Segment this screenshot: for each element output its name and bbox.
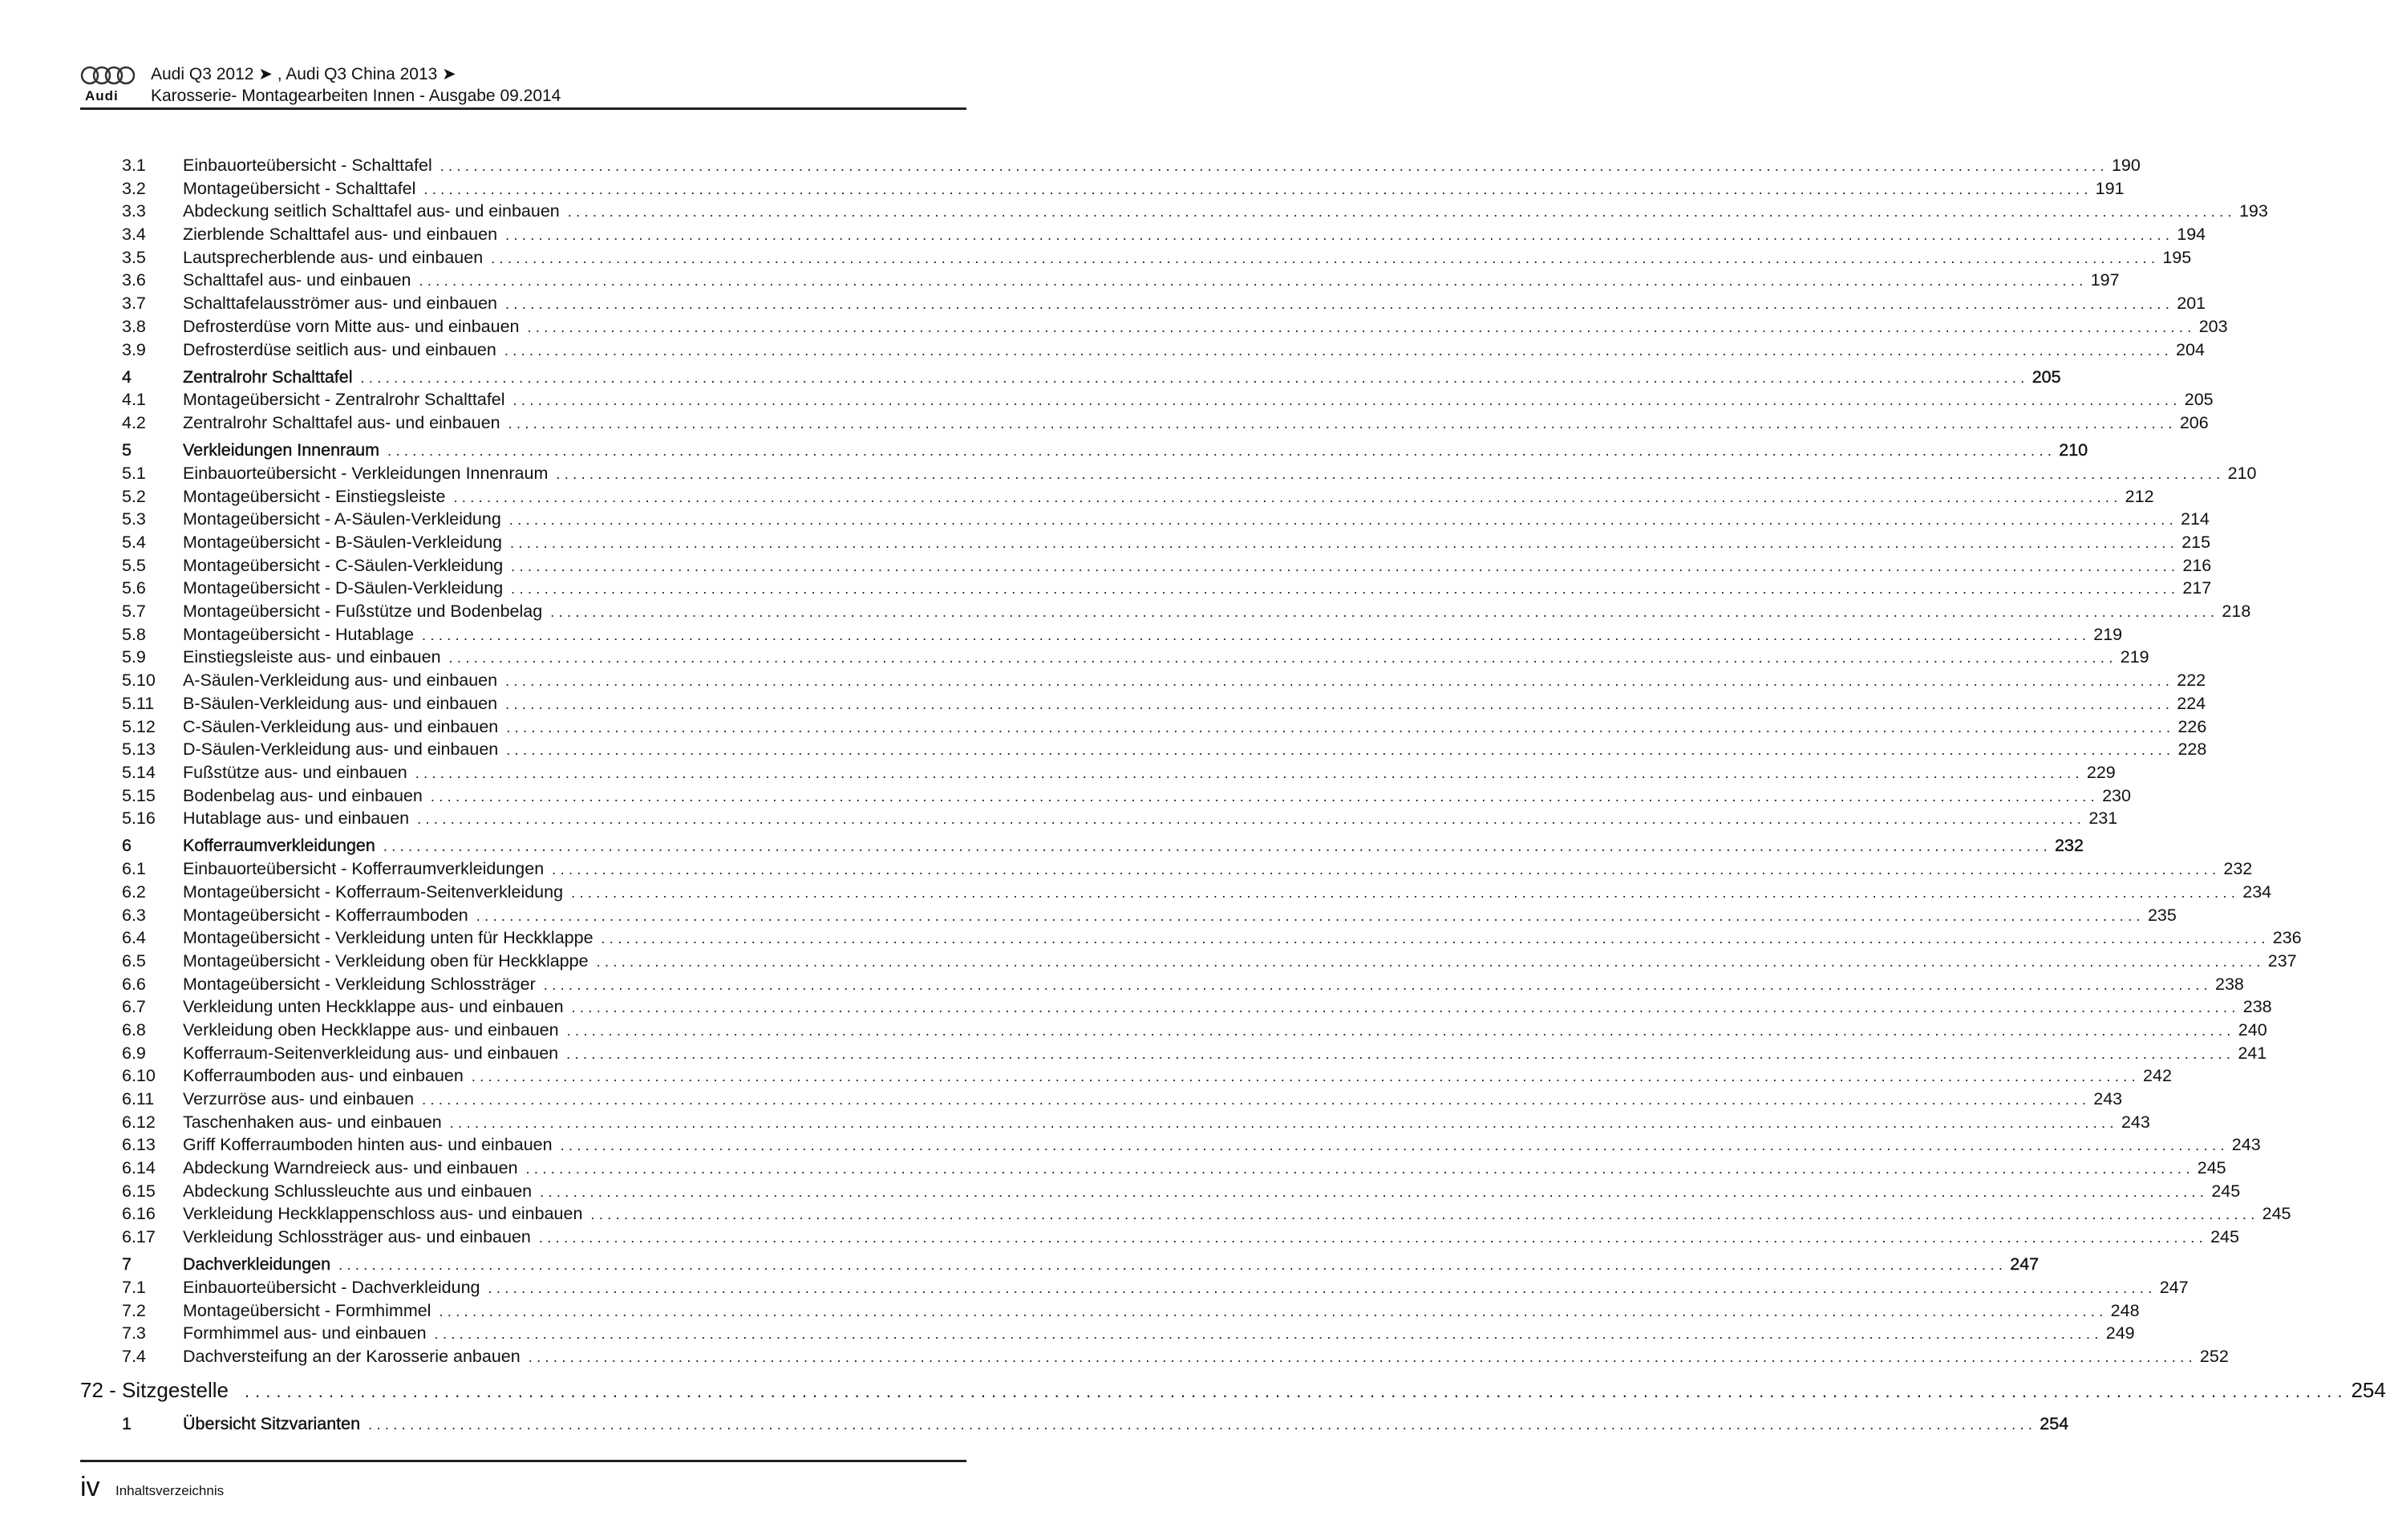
entry-title: Verkleidung unten Heckklappe aus- und einbauen bbox=[183, 997, 564, 1017]
dot-leader: ........................................................................................................................................................................................................ bbox=[512, 392, 2181, 409]
dot-leader: ........................................................................................................................................................................................................ bbox=[360, 369, 2029, 386]
dot-leader: ........................................................................................................................................................................................................ bbox=[556, 465, 2225, 482]
entry-page: 195 bbox=[2162, 247, 2192, 267]
entry-title: Zierblende Schalttafel aus- und einbauen bbox=[183, 225, 498, 245]
entry-number: 6.13 bbox=[122, 1135, 156, 1155]
dot-leader: ........................................................................................................................................................................................................ bbox=[368, 1416, 2037, 1433]
toc-entry[interactable] bbox=[80, 486, 2154, 510]
toc-entry[interactable] bbox=[80, 859, 2253, 882]
entry-page: 243 bbox=[2121, 1112, 2150, 1132]
entry-title: Verkleidung Heckklappenschloss aus- und einbauen bbox=[183, 1204, 583, 1224]
entry-page: 243 bbox=[2231, 1135, 2261, 1155]
entry-number: 5 bbox=[122, 440, 132, 460]
entry-page: 197 bbox=[2090, 270, 2120, 290]
toc-entry[interactable] bbox=[80, 225, 2206, 248]
toc-entry[interactable] bbox=[80, 671, 2206, 694]
toc-entry[interactable] bbox=[80, 533, 2211, 556]
dot-leader: ........................................................................................................................................................................................................ bbox=[550, 604, 2219, 621]
entry-title: Abdeckung seitlich Schalttafel aus- und einbauen bbox=[183, 201, 560, 221]
toc-entry[interactable] bbox=[80, 555, 2212, 579]
entry-number: 7.4 bbox=[122, 1347, 146, 1367]
dot-leader: ........................................................................................................................................................................................................ bbox=[525, 1161, 2194, 1177]
entry-number: 5.14 bbox=[122, 762, 156, 782]
entry-page: 193 bbox=[2238, 201, 2268, 221]
entry-number: 5.10 bbox=[122, 671, 156, 691]
entry-number: 7.3 bbox=[122, 1323, 146, 1343]
entry-page: 254 bbox=[2351, 1377, 2386, 1402]
entry-title: Verkleidungen Innenraum bbox=[183, 440, 380, 460]
entry-number: 5.5 bbox=[122, 555, 146, 575]
entry-title: Montageübersicht - Kofferraum-Seitenverkleidung bbox=[183, 881, 564, 902]
entry-page: 219 bbox=[2120, 647, 2149, 667]
entry-number: 5.1 bbox=[122, 463, 146, 483]
toc-entry[interactable] bbox=[80, 1323, 2135, 1347]
toc-entry[interactable] bbox=[80, 716, 2207, 740]
entry-title: Defrosterdüse vorn Mitte aus- und einbauen bbox=[183, 316, 520, 336]
toc-entry[interactable] bbox=[80, 1181, 2241, 1205]
entry-title: Montageübersicht - Verkleidung Schlossträger bbox=[183, 974, 536, 994]
toc-entry[interactable] bbox=[80, 693, 2206, 717]
entry-title: Montageübersicht - Hutablage bbox=[183, 624, 415, 644]
entry-title: Taschenhaken aus- und einbauen bbox=[183, 1112, 442, 1132]
entry-title: Montageübersicht - D-Säulen-Verkleidung bbox=[183, 578, 504, 598]
entry-page: 248 bbox=[2110, 1300, 2140, 1320]
dot-leader: ........................................................................................................................................................................................................ bbox=[596, 953, 2265, 970]
toc-entry[interactable] bbox=[80, 950, 2297, 975]
entry-number: 3.4 bbox=[122, 225, 146, 245]
toc-entry[interactable] bbox=[80, 1135, 2261, 1158]
dot-leader: ........................................................................................................................................................................................................ bbox=[434, 1326, 2103, 1343]
dot-leader: ........................................................................................................................................................................................................ bbox=[244, 1380, 2348, 1401]
entry-page: 232 bbox=[2223, 859, 2253, 879]
toc-entry[interactable] bbox=[80, 785, 2131, 809]
entry-number: 6.5 bbox=[122, 950, 146, 971]
dot-leader: ........................................................................................................................................................................................................ bbox=[505, 673, 2174, 690]
entry-title: Montageübersicht - Einstiegsleiste bbox=[183, 486, 446, 506]
entry-title: Lautsprecherblende aus- und einbauen bbox=[183, 247, 484, 267]
entry-number: 5.9 bbox=[122, 647, 146, 667]
toc-entry[interactable] bbox=[80, 997, 2272, 1020]
entry-number: 3.5 bbox=[122, 247, 146, 267]
dot-leader: ........................................................................................................................................................................................................ bbox=[571, 999, 2240, 1016]
toc-entry[interactable] bbox=[80, 1158, 2226, 1181]
dot-leader: ........................................................................................................................................................................................................ bbox=[552, 861, 2221, 878]
toc-entry[interactable] bbox=[80, 413, 2209, 436]
dot-leader: ........................................................................................................................................................................................................ bbox=[508, 512, 2177, 529]
entry-page: 238 bbox=[2242, 997, 2272, 1017]
toc-entry[interactable] bbox=[80, 247, 2192, 271]
toc-entry[interactable] bbox=[80, 1089, 2123, 1112]
entry-page: 241 bbox=[2238, 1043, 2267, 1063]
entry-number: 3.1 bbox=[122, 156, 146, 175]
toc-entry[interactable] bbox=[80, 339, 2205, 363]
entry-number: 7.2 bbox=[122, 1300, 146, 1320]
entry-number: 5.7 bbox=[122, 602, 146, 622]
entry-title: D-Säulen-Verkleidung aus- und einbauen bbox=[183, 740, 499, 760]
entry-number: 6.1 bbox=[122, 859, 146, 879]
table-of-contents bbox=[80, 156, 2386, 1437]
header-manual-title: Karosserie- Montagearbeiten Innen - Ausgabe 09.2014 bbox=[151, 87, 561, 105]
entry-page: 218 bbox=[2222, 602, 2251, 622]
toc-entry[interactable] bbox=[80, 928, 2302, 951]
entry-number: 3.8 bbox=[122, 316, 146, 336]
entry-page: 191 bbox=[2095, 178, 2125, 198]
dot-leader: ........................................................................................................................................................................................................ bbox=[417, 811, 2086, 828]
entry-title: Abdeckung Schlussleuchte aus und einbauen bbox=[183, 1181, 533, 1201]
section-name: Inhaltsverzeichnis bbox=[115, 1483, 225, 1498]
dot-leader: ........................................................................................................................................................................................................ bbox=[527, 318, 2196, 335]
entry-page: 245 bbox=[2211, 1181, 2241, 1201]
entry-page: 226 bbox=[2177, 716, 2207, 736]
entry-title: Hutablage aus- und einbauen bbox=[183, 808, 410, 829]
entry-number: 5.2 bbox=[122, 486, 146, 506]
entry-title: Defrosterdüse seitlich aus- und einbauen bbox=[183, 339, 496, 359]
entry-title: Montageübersicht - Zentralrohr Schalttafel bbox=[183, 390, 505, 410]
entry-page: 230 bbox=[2102, 785, 2131, 805]
entry-page: 234 bbox=[2242, 881, 2272, 902]
toc-entry[interactable] bbox=[80, 881, 2272, 906]
dot-leader: ........................................................................................................................................................................................................ bbox=[383, 838, 2052, 855]
entry-title: Einbauorteübersicht - Verkleidungen Innenraum bbox=[183, 463, 549, 483]
entry-page: 194 bbox=[2177, 225, 2206, 245]
entry-page: 228 bbox=[2177, 740, 2207, 760]
entry-page: 216 bbox=[2182, 555, 2212, 575]
dot-leader: ........................................................................................................................................................................................................ bbox=[491, 249, 2160, 266]
dot-leader: ........................................................................................................................................................................................................ bbox=[601, 930, 2270, 947]
dot-leader: ........................................................................................................................................................................................................ bbox=[560, 1137, 2229, 1154]
entry-number: 1 bbox=[122, 1414, 132, 1434]
entry-title: Formhimmel aus- und einbauen bbox=[183, 1323, 427, 1343]
entry-page: 217 bbox=[2182, 578, 2212, 598]
toc-entry[interactable] bbox=[80, 762, 2116, 786]
entry-title: Montageübersicht - Kofferraumboden bbox=[183, 905, 468, 925]
entry-page: 245 bbox=[2197, 1158, 2226, 1178]
toc-entry[interactable] bbox=[80, 316, 2228, 340]
dot-leader: ........................................................................................................................................................................................................ bbox=[338, 1257, 2007, 1274]
dot-leader: ........................................................................................................................................................................................................ bbox=[505, 296, 2174, 313]
entry-number: 6.8 bbox=[122, 1019, 146, 1040]
entry-page: 210 bbox=[2227, 463, 2257, 483]
entry-page: 229 bbox=[2086, 762, 2116, 782]
dot-leader: ........................................................................................................................................................................................................ bbox=[423, 180, 2092, 197]
entry-page: 243 bbox=[2093, 1089, 2123, 1108]
toc-entry[interactable] bbox=[80, 974, 2244, 998]
dot-leader: ........................................................................................................................................................................................................ bbox=[505, 227, 2174, 244]
dot-leader: ........................................................................................................................................................................................................ bbox=[508, 415, 2177, 432]
entry-page: 204 bbox=[2176, 339, 2205, 359]
entry-number: 4.1 bbox=[122, 390, 146, 410]
entry-page: 242 bbox=[2143, 1066, 2172, 1086]
entry-title: Schalttafelausströmer aus- und einbauen bbox=[183, 294, 498, 314]
toc-entry[interactable] bbox=[80, 509, 2210, 533]
dot-leader: ........................................................................................................................................................................................................ bbox=[511, 557, 2180, 574]
entry-number: 4.2 bbox=[122, 413, 146, 433]
toc-entry[interactable] bbox=[80, 294, 2206, 317]
dot-leader: ........................................................................................................................................................................................................ bbox=[540, 1183, 2209, 1200]
dot-leader: ........................................................................................................................................................................................................ bbox=[476, 907, 2145, 924]
entry-title: Montageübersicht - Formhimmel bbox=[183, 1300, 431, 1320]
entry-number: 6.15 bbox=[122, 1181, 156, 1201]
toc-entry[interactable] bbox=[80, 201, 2268, 225]
dot-leader: ........................................................................................................................................................................................................ bbox=[505, 695, 2174, 712]
dot-leader: ........................................................................................................................................................................................................ bbox=[422, 1092, 2091, 1108]
entry-number: 6.9 bbox=[122, 1043, 146, 1063]
dot-leader: ........................................................................................................................................................................................................ bbox=[453, 488, 2122, 505]
entry-title: 72 - Sitzgestelle bbox=[80, 1377, 229, 1402]
toc-entry[interactable] bbox=[80, 1066, 2172, 1089]
entry-page: 190 bbox=[2111, 156, 2141, 175]
entry-title: C-Säulen-Verkleidung aus- und einbauen bbox=[183, 716, 499, 736]
entry-number: 6.17 bbox=[122, 1227, 156, 1247]
entry-number: 6.10 bbox=[122, 1066, 156, 1086]
entry-page: 240 bbox=[2238, 1019, 2267, 1040]
entry-number: 3.6 bbox=[122, 270, 146, 290]
toc-chapter-entry[interactable] bbox=[80, 836, 2084, 859]
toc-entry[interactable] bbox=[80, 1227, 2239, 1250]
entry-page: 214 bbox=[2181, 509, 2210, 529]
entry-number: 6.2 bbox=[122, 881, 146, 902]
entry-title: Verkleidung oben Heckklappe aus- und einbauen bbox=[183, 1019, 559, 1040]
toc-entry[interactable] bbox=[80, 156, 2141, 179]
entry-page: 247 bbox=[2159, 1278, 2189, 1297]
entry-number: 6.4 bbox=[122, 928, 146, 948]
toc-entry[interactable] bbox=[80, 1300, 2140, 1324]
entry-number: 7 bbox=[122, 1254, 132, 1275]
entry-title: Schalttafel aus- und einbauen bbox=[183, 270, 411, 290]
entry-page: 212 bbox=[2125, 486, 2154, 506]
entry-page: 205 bbox=[2184, 390, 2214, 410]
dot-leader: ........................................................................................................................................................................................................ bbox=[448, 650, 2117, 667]
dot-leader: ........................................................................................................................................................................................................ bbox=[511, 581, 2180, 598]
entry-title: B-Säulen-Verkleidung aus- und einbauen bbox=[183, 693, 498, 713]
entry-title: Kofferraumboden aus- und einbauen bbox=[183, 1066, 464, 1086]
entry-title: Übersicht Sitzvarianten bbox=[183, 1414, 361, 1434]
entry-page: 231 bbox=[2088, 808, 2118, 829]
dot-leader: ........................................................................................................................................................................................................ bbox=[440, 158, 2109, 174]
entry-number: 3.7 bbox=[122, 294, 146, 314]
dot-leader: ........................................................................................................................................................................................................ bbox=[504, 342, 2173, 359]
header-model-line: Audi Q3 2012 ➤ , Audi Q3 China 2013 ➤ bbox=[151, 65, 456, 83]
entry-page: 249 bbox=[2105, 1323, 2135, 1343]
entry-title: Zentralrohr Schalttafel aus- und einbauen bbox=[183, 413, 500, 433]
dot-leader: ........................................................................................................................................................................................................ bbox=[430, 788, 2100, 804]
entry-title: Montageübersicht - Verkleidung unten für Heckklappe bbox=[183, 928, 593, 948]
dot-leader: ........................................................................................................................................................................................................ bbox=[471, 1068, 2141, 1085]
entry-title: Bodenbelag aus- und einbauen bbox=[183, 785, 423, 805]
entry-number: 6.14 bbox=[122, 1158, 156, 1178]
audi-rings-logo bbox=[80, 64, 136, 87]
entry-title: Montageübersicht - B-Säulen-Verkleidung bbox=[183, 533, 502, 552]
dot-leader: ........................................................................................................................................................................................................ bbox=[528, 1349, 2197, 1366]
toc-entry[interactable] bbox=[80, 1278, 2189, 1301]
toc-entry[interactable] bbox=[80, 578, 2212, 602]
dot-leader: ........................................................................................................................................................................................................ bbox=[419, 273, 2088, 290]
dot-leader: ........................................................................................................................................................................................................ bbox=[488, 1280, 2157, 1296]
entry-number: 5.11 bbox=[122, 693, 155, 713]
entry-page: 210 bbox=[2059, 440, 2088, 460]
toc-entry[interactable] bbox=[80, 905, 2177, 929]
entry-number: 5.15 bbox=[122, 785, 156, 805]
entry-page: 232 bbox=[2055, 836, 2084, 856]
toc-entry[interactable] bbox=[80, 740, 2207, 763]
dot-leader: ........................................................................................................................................................................................................ bbox=[387, 443, 2056, 460]
dot-leader: ........................................................................................................................................................................................................ bbox=[543, 976, 2212, 993]
toc-entry[interactable] bbox=[80, 1019, 2267, 1044]
entry-title: Einbauorteübersicht - Schalttafel bbox=[183, 156, 432, 175]
toc-entry[interactable] bbox=[80, 178, 2125, 202]
entry-page: 224 bbox=[2177, 693, 2206, 713]
entry-title: Dachversteifung an der Karosserie anbauen bbox=[183, 1347, 521, 1367]
entry-number: 3.2 bbox=[122, 178, 146, 198]
entry-page: 222 bbox=[2177, 671, 2206, 691]
entry-number: 5.6 bbox=[122, 578, 146, 598]
entry-number: 5.3 bbox=[122, 509, 146, 529]
entry-title: Einstiegsleiste aus- und einbauen bbox=[183, 647, 441, 667]
entry-number: 7.1 bbox=[122, 1278, 146, 1297]
entry-page: 238 bbox=[2215, 974, 2244, 994]
dot-leader: ........................................................................................................................................................................................................ bbox=[422, 626, 2091, 643]
entry-title: Fußstütze aus- und einbauen bbox=[183, 762, 407, 782]
toc-chapter-entry[interactable] bbox=[80, 367, 2061, 391]
entry-number: 5.13 bbox=[122, 740, 156, 760]
entry-title: Dachverkleidungen bbox=[183, 1254, 331, 1275]
dot-leader: ........................................................................................................................................................................................................ bbox=[439, 1303, 2108, 1319]
entry-number: 6 bbox=[122, 836, 132, 856]
entry-number: 4 bbox=[122, 367, 132, 387]
dot-leader: ........................................................................................................................................................................................................ bbox=[506, 719, 2175, 736]
entry-page: 254 bbox=[2040, 1414, 2069, 1434]
toc-entry[interactable] bbox=[80, 390, 2214, 413]
toc-entry[interactable] bbox=[80, 463, 2257, 487]
toc-entry[interactable] bbox=[80, 808, 2118, 832]
entry-title: Abdeckung Warndreieck aus- und einbauen bbox=[183, 1158, 518, 1178]
dot-leader: ........................................................................................................................................................................................................ bbox=[571, 884, 2240, 901]
toc-chapter-entry[interactable] bbox=[80, 440, 2088, 464]
dot-leader: ........................................................................................................................................................................................................ bbox=[538, 1230, 2208, 1246]
dot-leader: ........................................................................................................................................................................................................ bbox=[506, 742, 2175, 759]
dot-leader: ........................................................................................................................................................................................................ bbox=[590, 1206, 2259, 1223]
entry-page: 219 bbox=[2093, 624, 2123, 644]
entry-number: 6.12 bbox=[122, 1112, 156, 1132]
entry-number: 3.9 bbox=[122, 339, 146, 359]
dot-leader: ........................................................................................................................................................................................................ bbox=[566, 1022, 2235, 1039]
entry-title: Kofferraumverkleidungen bbox=[183, 836, 375, 856]
entry-number: 3.3 bbox=[122, 201, 146, 221]
dot-leader: ........................................................................................................................................................................................................ bbox=[509, 535, 2179, 551]
audi-logo-text: Audi bbox=[85, 88, 119, 103]
entry-title: A-Säulen-Verkleidung aus- und einbauen bbox=[183, 671, 498, 691]
entry-page: 235 bbox=[2147, 905, 2177, 925]
dot-leader: ........................................................................................................................................................................................................ bbox=[415, 764, 2084, 781]
dot-leader: ........................................................................................................................................................................................................ bbox=[566, 1045, 2235, 1062]
entry-number: 5.8 bbox=[122, 624, 146, 644]
entry-title: Montageübersicht - Fußstütze und Bodenbelag bbox=[183, 602, 543, 622]
entry-number: 6.11 bbox=[122, 1089, 155, 1108]
page-number: iv bbox=[80, 1472, 100, 1502]
entry-number: 6.6 bbox=[122, 974, 146, 994]
entry-page: 252 bbox=[2199, 1347, 2229, 1367]
entry-page: 247 bbox=[2010, 1254, 2040, 1275]
entry-number: 5.16 bbox=[122, 808, 156, 829]
entry-number: 6.16 bbox=[122, 1204, 156, 1224]
entry-page: 205 bbox=[2032, 367, 2061, 387]
entry-page: 237 bbox=[2267, 950, 2297, 971]
entry-page: 245 bbox=[2210, 1227, 2239, 1247]
entry-title: Zentralrohr Schalttafel bbox=[183, 367, 353, 387]
entry-page: 236 bbox=[2272, 928, 2302, 948]
entry-title: Griff Kofferraumboden hinten aus- und einbauen bbox=[183, 1135, 553, 1155]
entry-page: 201 bbox=[2177, 294, 2206, 314]
toc-entry[interactable] bbox=[80, 602, 2251, 625]
page-footer bbox=[80, 1460, 966, 1502]
entry-number: 6.3 bbox=[122, 905, 146, 925]
toc-entry[interactable] bbox=[80, 624, 2123, 648]
entry-number: 5.12 bbox=[122, 716, 156, 736]
entry-title: Montageübersicht - C-Säulen-Verkleidung bbox=[183, 555, 504, 575]
entry-page: 245 bbox=[2262, 1204, 2291, 1224]
toc-entry[interactable] bbox=[80, 1347, 2229, 1370]
toc-part-entry[interactable] bbox=[80, 1377, 2386, 1410]
dot-leader: ........................................................................................................................................................................................................ bbox=[449, 1114, 2118, 1131]
dot-leader: ........................................................................................................................................................................................................ bbox=[567, 204, 2236, 221]
entry-title: Montageübersicht - Verkleidung oben für Heckklappe bbox=[183, 950, 589, 971]
toc-chapter-entry[interactable] bbox=[80, 1254, 2040, 1278]
entry-title: Montageübersicht - A-Säulen-Verkleidung bbox=[183, 509, 501, 529]
entry-title: Einbauorteübersicht - Kofferraumverkleidungen bbox=[183, 859, 545, 879]
toc-entry[interactable] bbox=[80, 647, 2149, 671]
entry-number: 6.7 bbox=[122, 997, 146, 1017]
entry-title: Einbauorteübersicht - Dachverkleidung bbox=[183, 1278, 480, 1297]
toc-entry[interactable] bbox=[80, 270, 2120, 294]
entry-title: Kofferraum-Seitenverkleidung aus- und einbauen bbox=[183, 1043, 559, 1063]
toc-entry[interactable] bbox=[80, 1043, 2267, 1067]
page-header bbox=[80, 63, 966, 110]
entry-title: Verkleidung Schlossträger aus- und einbauen bbox=[183, 1227, 531, 1247]
entry-page: 215 bbox=[2181, 533, 2211, 552]
entry-title: Montageübersicht - Schalttafel bbox=[183, 178, 416, 198]
entry-page: 206 bbox=[2179, 413, 2209, 433]
entry-title: Verzurröse aus- und einbauen bbox=[183, 1089, 415, 1108]
entry-number: 5.4 bbox=[122, 533, 146, 552]
toc-entry[interactable] bbox=[80, 1204, 2291, 1227]
toc-entry[interactable] bbox=[80, 1112, 2150, 1136]
toc-chapter-entry[interactable] bbox=[80, 1414, 2069, 1437]
entry-page: 203 bbox=[2198, 316, 2228, 336]
